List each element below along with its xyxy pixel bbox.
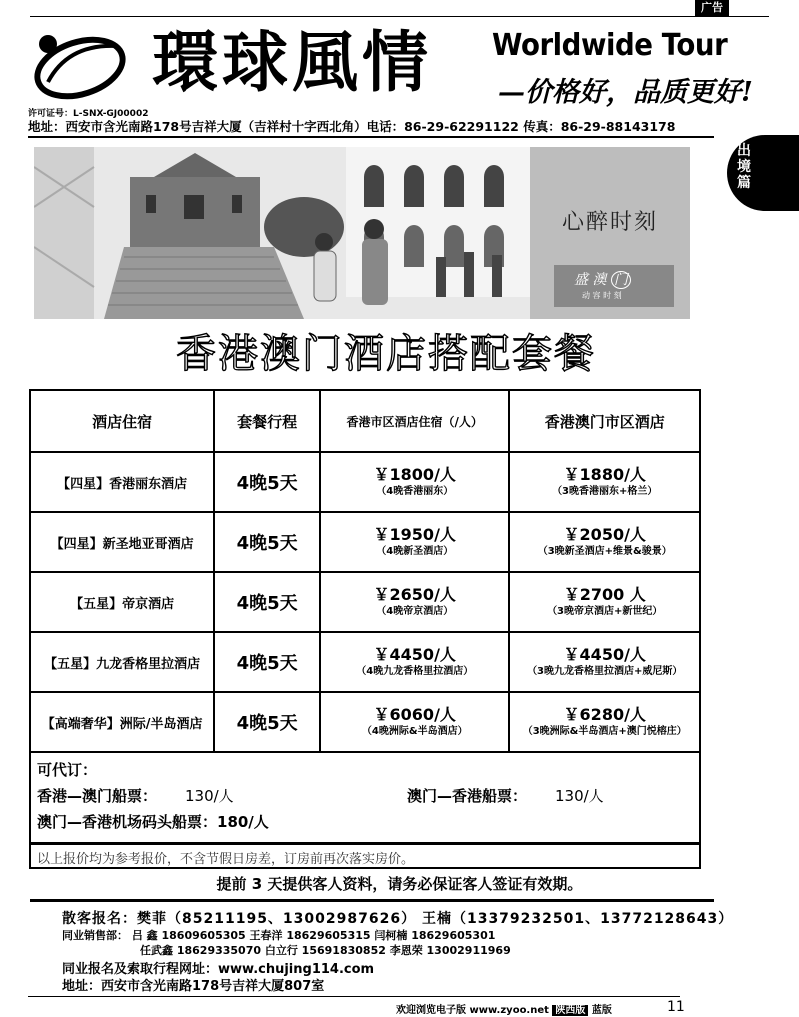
hkmo-note: （3晚帝京酒店+新世纪）: [547, 606, 663, 617]
hotel-name: 【四星】香港丽东酒店: [30, 452, 214, 512]
hkmo-price-cell: [509, 572, 700, 632]
hk-note: （4晚九龙香格里拉酒店）: [356, 666, 474, 677]
hk-price: ￥2650/人: [373, 585, 456, 604]
hk-price: ￥1800/人: [373, 465, 456, 484]
hkmo-price: ￥6280/人: [563, 705, 646, 724]
hk-price-cell: [320, 512, 510, 572]
hk-note: （4晚香港丽东）: [376, 486, 454, 497]
hk-price: ￥6060/人: [373, 705, 456, 724]
office-address: 地址：西安市含光南路178号吉祥大厦807室: [62, 979, 325, 994]
company-address: 地址：西安市含光南路178号吉祥大厦（吉祥村十字西北角）电话：86-29-62291122 传真：86-29-88143178: [28, 119, 676, 134]
hk-mo-ferry-price: 130/人: [185, 787, 234, 805]
retail-contacts: 散客报名：樊菲（85211195、13002987626） 王楠（13379232501、13772128643）: [62, 911, 734, 927]
hkmo-price-cell: [509, 632, 700, 692]
hkmo-note: （3晚洲际&半岛酒店+澳门悦榕庄）: [522, 726, 687, 737]
header-hk-price: 香港市区酒店住宿（/人）: [320, 390, 510, 452]
agency-sales-line1: 同业销售部： 吕 鑫 18609605305 王春洋 18629605315 闫柯楠 18629605301: [62, 929, 496, 942]
table-row: [30, 572, 700, 632]
header-hotel: 酒店住宿: [30, 390, 214, 452]
footer-website[interactable]: 欢迎浏览电子版 www.zyoo.net: [396, 1005, 549, 1016]
hk-price-cell: [320, 692, 510, 752]
hkmo-price: ￥1880/人: [563, 465, 646, 484]
hk-price: ￥4450/人: [373, 645, 456, 664]
trip-duration: 4晚5天: [214, 632, 320, 692]
table-row: [30, 632, 700, 692]
table-row: [30, 692, 700, 752]
hkmo-price: ￥2700 人: [563, 585, 646, 604]
hk-mo-ferry-label: 香港—澳门船票：: [37, 787, 158, 805]
price-disclaimer: 以上报价均为参考报价，不含节假日房差，订房前再次落实房价。: [29, 844, 701, 869]
slogan: —价格好，品质更好!: [498, 77, 753, 108]
footer: [396, 1001, 612, 1016]
extras-heading: 可代订：: [37, 761, 98, 779]
agency-website: 同业报名及索取行程网址：www.chujing114.com: [62, 962, 375, 977]
hkmo-note: （3晚九龙香格里拉酒店+威尼斯）: [527, 666, 683, 677]
edition-badge: 陕西版: [552, 1005, 588, 1016]
section-tab: [727, 135, 799, 211]
price-table: [29, 389, 701, 753]
mo-hk-ferry-label: 澳门—香港船票：: [407, 787, 528, 805]
ad-tag: 广告: [695, 0, 729, 16]
hotel-name: 【五星】帝京酒店: [30, 572, 214, 632]
macau-logo-char: 澳: [592, 272, 607, 288]
hkmo-price-cell: [509, 452, 700, 512]
table-row: [30, 512, 700, 572]
hkmo-price: ￥4450/人: [563, 645, 646, 664]
section-tab-char: 境: [737, 159, 751, 175]
license-number: 许可证号：L-SNX-GJ00002: [28, 109, 149, 119]
brand-name-cn: 環球風情: [152, 23, 432, 101]
page-title: 香港澳门酒店搭配套餐: [176, 331, 596, 377]
trip-duration: 4晚5天: [214, 572, 320, 632]
trip-duration: 4晚5天: [214, 692, 320, 752]
macau-logo-char: 门: [611, 271, 631, 289]
macau-logo-subtitle: 动 容 时 刻: [582, 291, 622, 300]
footer-divider: [28, 996, 680, 997]
hk-note: （4晚洲际&半岛酒店）: [361, 726, 468, 737]
hk-note: （4晚帝京酒店）: [376, 606, 454, 617]
hkmo-price-cell: [509, 512, 700, 572]
hotel-name: 【四星】新圣地亚哥酒店: [30, 512, 214, 572]
hk-price-cell: [320, 452, 510, 512]
macau-photo: [34, 147, 690, 319]
hk-price: ￥1950/人: [373, 525, 456, 544]
extras-box: [29, 751, 701, 844]
top-divider: [30, 16, 769, 17]
hk-price-cell: [320, 632, 510, 692]
table-header-row: [30, 390, 700, 452]
visa-notice: 提前 3 天提供客人资料，请务必保证客人签证有效期。: [216, 875, 583, 893]
section-tab-char: 篇: [737, 175, 751, 191]
photo-caption: 心醉时刻: [562, 210, 659, 235]
hk-price-cell: [320, 572, 510, 632]
header-divider: [28, 136, 714, 138]
airport-ferry: 澳门—香港机场码头船票：180/人: [37, 813, 269, 831]
macau-logo-char: 盛: [574, 272, 588, 288]
table-row: [30, 452, 700, 512]
agency-sales-line2: 任武鑫 18629335070 白立行 15691830852 李恩荣 13002911969: [140, 944, 511, 957]
header-hkmo-price: 香港澳门市区酒店: [509, 390, 700, 452]
globe-logo-icon: [28, 24, 138, 104]
macau-logo-text: [574, 269, 631, 289]
section-tab-char: 出: [737, 143, 751, 159]
mo-hk-ferry-price: 130/人: [555, 787, 604, 805]
hkmo-price-cell: [509, 692, 700, 752]
hkmo-note: （3晚新圣酒店+维景&骏景）: [537, 546, 672, 557]
hotel-name: 【高端奢华】洲际/半岛酒店: [30, 692, 214, 752]
hkmo-price: ￥2050/人: [563, 525, 646, 544]
trip-duration: 4晚5天: [214, 512, 320, 572]
trip-duration: 4晚5天: [214, 452, 320, 512]
page-number: 11: [667, 999, 685, 1015]
contact-divider: [30, 899, 714, 902]
hkmo-note: （3晚香港丽东+格兰）: [552, 486, 658, 497]
hk-note: （4晚新圣酒店）: [376, 546, 454, 557]
edition-label: 蓝版: [591, 1005, 612, 1016]
header-trip: 套餐行程: [214, 390, 320, 452]
brand-name-en: Worldwide Tour: [492, 28, 728, 63]
hotel-name: 【五星】九龙香格里拉酒店: [30, 632, 214, 692]
